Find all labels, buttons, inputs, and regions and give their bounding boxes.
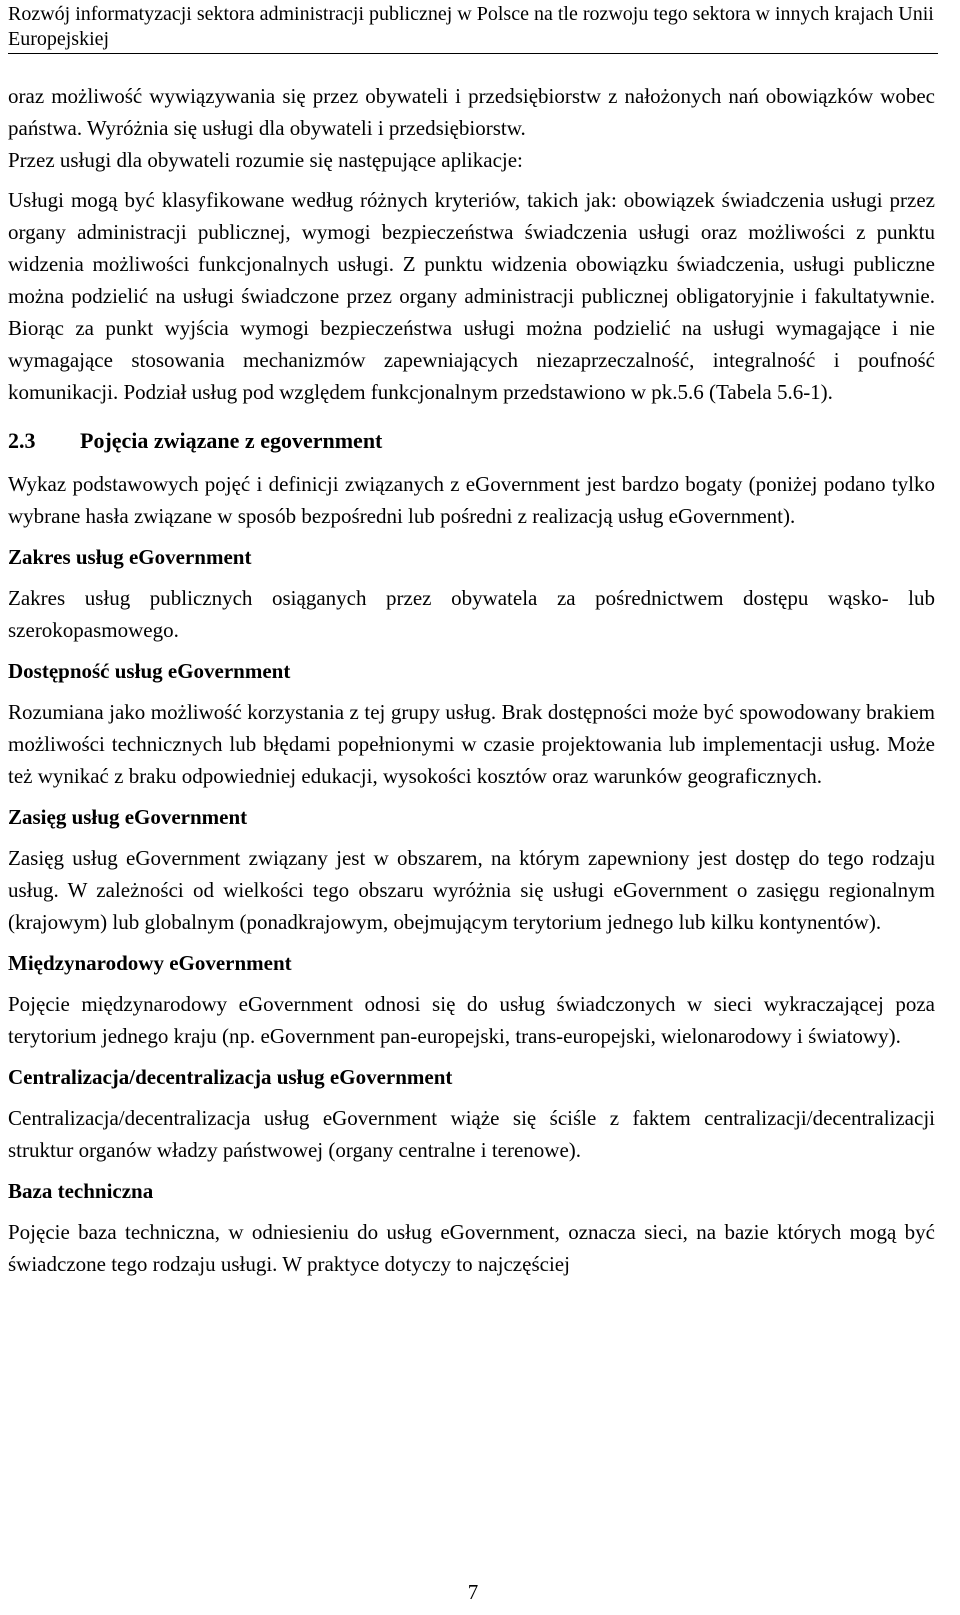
term-text-zasieg: Zasięg usług eGovernment związany jest w obszarem, na którym zapewniony jest dostęp do tego rodzaju usług. W zależności od wielkości tego obszaru wyróżnia się usługi eGovernment o zasięgu regionalnym (krajowym) lub globalnym (ponadkrajowym, obejmującym terytorium jednego lub kilku kontynentów).	[8, 846, 935, 934]
term-heading-dostepnosc: Dostępność usług eGovernment	[8, 659, 291, 683]
term-heading-miedzynarodowy: Międzynarodowy eGovernment	[8, 951, 292, 975]
section-heading	[8, 426, 935, 456]
page-number: 7	[467, 1580, 479, 1604]
running-header: Rozwój informatyzacji sektora administracji publicznej w Polsce na tle rozwoju tego sektora w innych krajach Unii Europejskiej	[8, 2, 938, 54]
term-heading-zakres: Zakres usług eGovernment	[8, 545, 252, 569]
document-page	[8, 0, 945, 1615]
classification-paragraph: Usługi mogą być klasyfikowane według różnych kryteriów, takich jak: obowiązek świadczenia usługi przez organy administracji publicznej, wymogi bezpieczeństwa świadczenia usługi oraz możliwości z punktu widzenia możliwości funkcjonalnych usługi. Z punktu widzenia obowiązku świadczenia, usługi publiczne można podzielić na usługi świadczone przez organy administracji publicznej obligatoryjnie i fakultatywnie. Biorąc za punkt wyjścia wymogi bezpieczeństwa usługi można podzielić na usługi wymagające i nie wymagające stosowania mechanizmów zapewniających niezaprzeczalność, integralność i poufność komunikacji. Podział usług pod względem funkcjonalnym przedstawiono w pk.5.6 (Tabela 5.6-1).	[8, 188, 935, 404]
section-intro-paragraph: Wykaz podstawowych pojęć i definicji związanych z eGovernment jest bardzo bogaty (poniżej podano tylko wybrane hasła związane w sposób bezpośredni lub pośredni z realizacją usług eGovernment).	[8, 472, 935, 528]
page-content	[8, 80, 935, 1280]
term-text-baza-techniczna: Pojęcie baza techniczna, w odniesieniu do usług eGovernment, oznacza sieci, na bazie których mogą być świadczone tego rodzaju usługi. W praktyce dotyczy to najczęściej	[8, 1220, 935, 1276]
term-text-zakres: Zakres usług publicznych osiąganych przez obywatela za pośrednictwem dostępu wąsko- lub szerokopasmowego.	[8, 586, 935, 642]
section-title: Pojęcia związane z egovernment	[80, 428, 383, 453]
term-heading-zasieg: Zasięg usług eGovernment	[8, 805, 248, 829]
term-heading-baza-techniczna: Baza techniczna	[8, 1179, 154, 1203]
intro-paragraph-1: oraz możliwość wywiązywania się przez obywateli i przedsiębiorstw z nałożonych nań obowiązków wobec państwa. Wyróżnia się usługi dla obywateli i przedsiębiorstw.	[8, 84, 935, 140]
term-text-centralizacja: Centralizacja/decentralizacja usług eGovernment wiąże się ściśle z faktem centralizacji/decentralizacji struktur organów władzy państwowej (organy centralne i terenowe).	[8, 1106, 935, 1162]
term-text-dostepnosc: Rozumiana jako możliwość korzystania z tej grupy usług. Brak dostępności może być spowodowany brakiem możliwości technicznych lub błędami popełnionymi w czasie projektowania lub implementacji usług. Może też wynikać z braku odpowiedniej edukacji, wysokości kosztów oraz warunków geograficznych.	[8, 700, 935, 788]
intro-paragraph-2: Przez usługi dla obywateli rozumie się następujące aplikacje:	[8, 148, 523, 172]
section-number: 2.3	[8, 428, 36, 453]
term-text-miedzynarodowy: Pojęcie międzynarodowy eGovernment odnosi się do usług świadczonych w sieci wykraczającej poza terytorium jednego kraju (np. eGovernment pan-europejski, trans-europejski, wielonarodowy i światowy).	[8, 992, 935, 1048]
term-heading-centralizacja: Centralizacja/decentralizacja usług eGovernment	[8, 1065, 453, 1089]
